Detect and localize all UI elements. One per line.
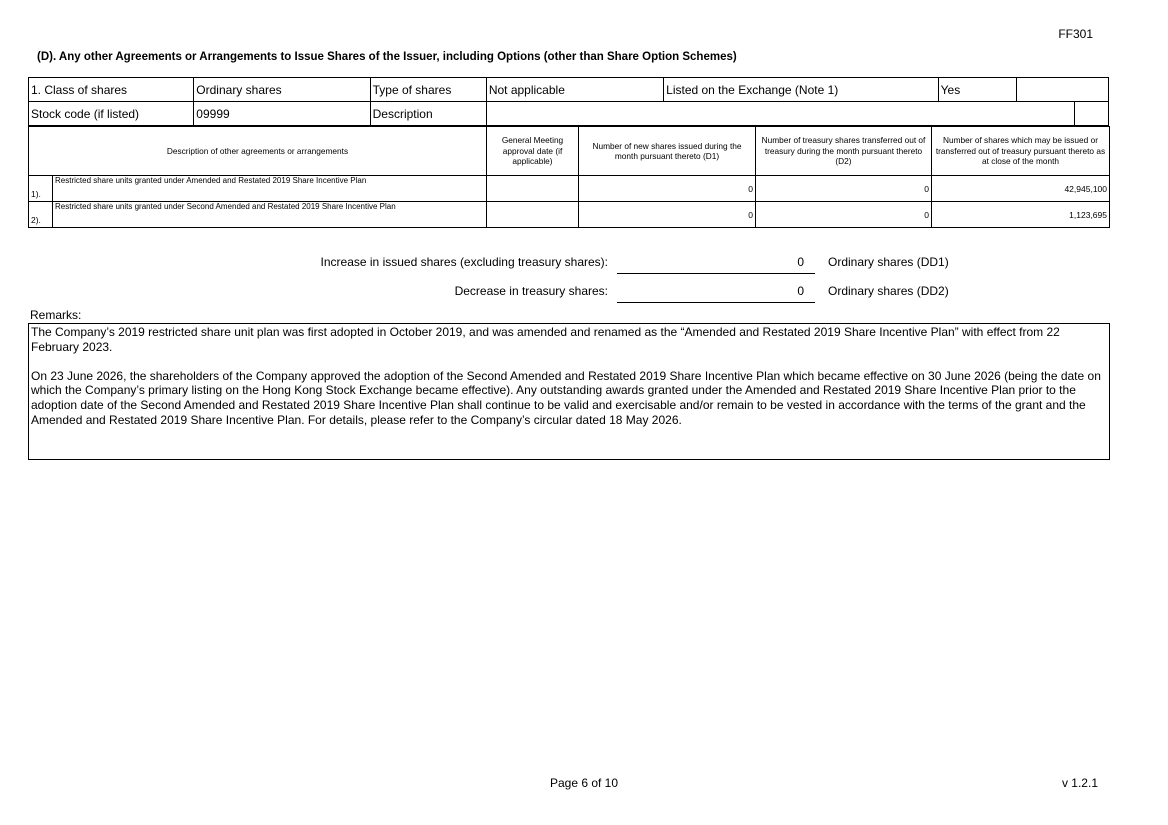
table-row xyxy=(29,202,1110,228)
remarks-paragraph: On 23 June 2026, the shareholders of the Company approved the adoption of the Second Amended and Restated 2019 Share Incentive Plan which became effective on 30 June 2026 (being the date on which the Company’s primary listing on the Hong Kong Stock Exchange became effective). Any outstanding awards granted under the Amended and Restated 2019 Share Incentive Plan prior to the adoption date of the Second Amended and Restated 2019 Share Incentive Plan shall continue to be valid and exercisable and/or remain to be vested in accordance with the terms of the grant and the Amended and Restated 2019 Share Incentive Plan. For details, please refer to the Company’s circular dated 18 May 2026. xyxy=(31,368,1101,427)
row-may-issue: 42,945,100 xyxy=(932,176,1110,202)
row-approval-date xyxy=(487,202,579,228)
agreements-table xyxy=(28,126,1110,228)
version-label: v 1.2.1 xyxy=(1061,776,1098,790)
page-number: Page 6 of 10 xyxy=(549,776,619,790)
class-of-shares-label: 1. Class of shares xyxy=(29,78,194,102)
stock-code-value: 09999 xyxy=(194,102,370,126)
increase-unit: Ordinary shares (DD1) xyxy=(828,255,949,269)
header-may-issue: Number of shares which may be issued or transferred out of treasury pursuant thereto as at close of the month xyxy=(932,127,1110,176)
remarks-box xyxy=(28,323,1110,460)
table-row xyxy=(29,176,1110,202)
row-d1: 0 xyxy=(579,202,756,228)
header-approval-date: General Meeting approval date (if applicable) xyxy=(487,127,579,176)
class-of-shares-value: Ordinary shares xyxy=(194,78,370,102)
stock-code-label: Stock code (if listed) xyxy=(29,102,194,126)
listed-on-exchange-value: Yes xyxy=(938,78,1016,102)
remarks-label: Remarks: xyxy=(30,308,82,322)
row-index: 1). xyxy=(29,176,53,202)
row-index: 2). xyxy=(29,202,53,228)
description-value xyxy=(486,102,1074,126)
decrease-label: Decrease in treasury shares: xyxy=(454,284,608,298)
row-d2: 0 xyxy=(756,176,932,202)
form-code: FF301 xyxy=(1058,27,1093,41)
decrease-value: 0 xyxy=(797,284,804,298)
row-may-issue: 1,123,695 xyxy=(932,202,1110,228)
header-d1: Number of new shares issued during the month pursuant thereto (D1) xyxy=(579,127,756,176)
increase-label: Increase in issued shares (excluding treasury shares): xyxy=(320,255,608,269)
decrease-underline xyxy=(617,302,815,303)
remarks-paragraph: The Company’s 2019 restricted share unit plan was first adopted in October 2019, and was amended and renamed as the “Amended and Restated 2019 Share Incentive Plan” with effect from 22 February 2023. xyxy=(31,325,1060,354)
row-d2: 0 xyxy=(756,202,932,228)
type-of-shares-label: Type of shares xyxy=(370,78,486,102)
row-description: Restricted share units granted under Second Amended and Restated 2019 Share Incentive Plan xyxy=(53,202,487,228)
decrease-unit: Ordinary shares (DD2) xyxy=(828,284,949,298)
share-class-table xyxy=(28,77,1109,126)
row-d1: 0 xyxy=(579,176,756,202)
listed-extra-cell xyxy=(1016,78,1108,102)
section-title: (D). Any other Agreements or Arrangements to Issue Shares of the Issuer, including Options (other than Share Option Schemes) xyxy=(37,51,737,63)
type-of-shares-value: Not applicable xyxy=(486,78,663,102)
header-d2: Number of treasury shares transferred out of treasury during the month pursuant thereto (D2) xyxy=(756,127,932,176)
description-extra-cell xyxy=(1074,102,1108,126)
row-approval-date xyxy=(487,176,579,202)
listed-on-exchange-label: Listed on the Exchange (Note 1) xyxy=(664,78,939,102)
increase-underline xyxy=(617,273,815,274)
description-label: Description xyxy=(370,102,486,126)
header-description: Description of other agreements or arrangements xyxy=(29,127,487,176)
increase-value: 0 xyxy=(797,255,804,269)
row-description: Restricted share units granted under Amended and Restated 2019 Share Incentive Plan xyxy=(53,176,487,202)
